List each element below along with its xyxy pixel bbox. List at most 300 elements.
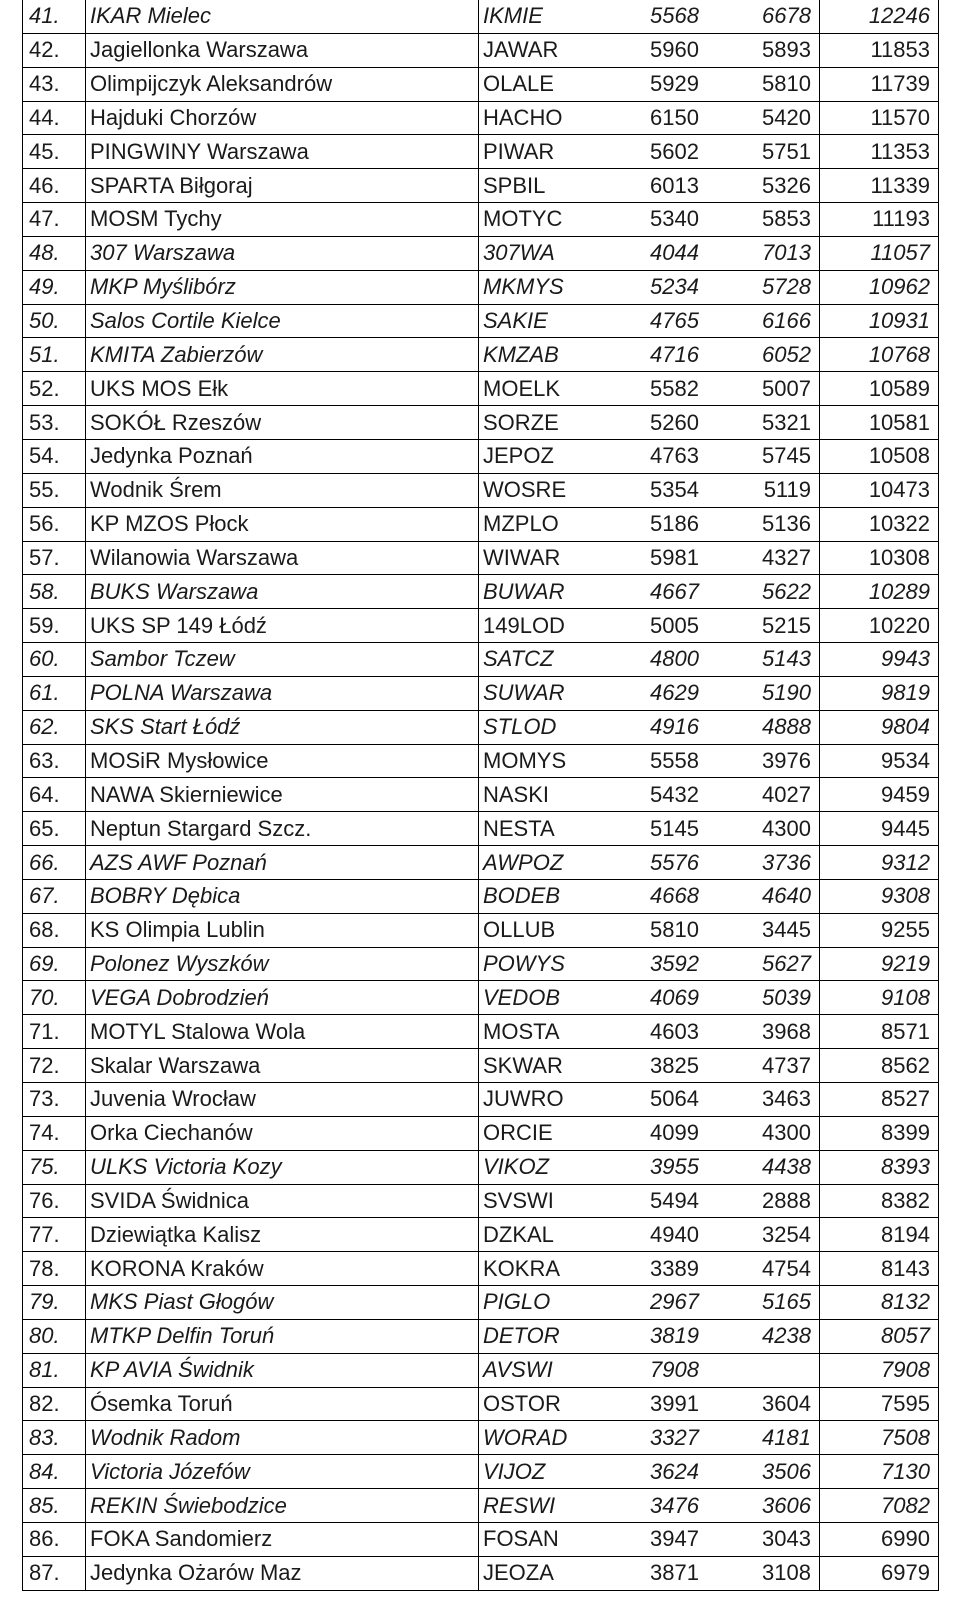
- score-1-cell: 3871: [615, 1556, 703, 1590]
- rank-cell: 69.: [23, 947, 86, 981]
- ranking-table-body: [23, 0, 939, 1590]
- score-1-cell: 5064: [615, 1083, 703, 1117]
- score-2-cell: 5136: [703, 507, 820, 541]
- club-name-cell: Jedynka Poznań: [86, 439, 479, 473]
- score-1-cell: 5568: [615, 0, 703, 33]
- club-code-cell: MKMYS: [479, 270, 616, 304]
- score-2-cell: 5420: [703, 101, 820, 135]
- total-cell: 9255: [820, 913, 939, 947]
- table-row: [23, 609, 939, 643]
- club-code-cell: NESTA: [479, 812, 616, 846]
- score-1-cell: 4916: [615, 710, 703, 744]
- club-name-cell: Wodnik Śrem: [86, 473, 479, 507]
- table-row: [23, 1184, 939, 1218]
- club-code-cell: MOMYS: [479, 744, 616, 778]
- score-2-cell: 5119: [703, 473, 820, 507]
- total-cell: 7508: [820, 1421, 939, 1455]
- club-code-cell: DETOR: [479, 1319, 616, 1353]
- rank-cell: 71.: [23, 1015, 86, 1049]
- table-row: [23, 1421, 939, 1455]
- table-row: [23, 1218, 939, 1252]
- club-name-cell: Jedynka Ożarów Maz: [86, 1556, 479, 1590]
- table-row: [23, 541, 939, 575]
- table-row: [23, 676, 939, 710]
- rank-cell: 60.: [23, 643, 86, 677]
- table-row: [23, 913, 939, 947]
- club-name-cell: Victoria Józefów: [86, 1455, 479, 1489]
- club-code-cell: OSTOR: [479, 1387, 616, 1421]
- rank-cell: 82.: [23, 1387, 86, 1421]
- club-name-cell: SKS Start Łódź: [86, 710, 479, 744]
- total-cell: 10589: [820, 372, 939, 406]
- total-cell: 11853: [820, 33, 939, 67]
- score-1-cell: 4667: [615, 575, 703, 609]
- score-1-cell: 3819: [615, 1319, 703, 1353]
- score-1-cell: 5582: [615, 372, 703, 406]
- score-1-cell: 5234: [615, 270, 703, 304]
- score-2-cell: 3968: [703, 1015, 820, 1049]
- score-2-cell: 3736: [703, 846, 820, 880]
- score-1-cell: 5186: [615, 507, 703, 541]
- rank-cell: 58.: [23, 575, 86, 609]
- score-2-cell: 4327: [703, 541, 820, 575]
- table-row: [23, 947, 939, 981]
- score-1-cell: 5494: [615, 1184, 703, 1218]
- score-2-cell: 3976: [703, 744, 820, 778]
- total-cell: 9459: [820, 778, 939, 812]
- club-name-cell: BUKS Warszawa: [86, 575, 479, 609]
- club-name-cell: SVIDA Świdnica: [86, 1184, 479, 1218]
- score-1-cell: 3592: [615, 947, 703, 981]
- club-name-cell: MTKP Delfin Toruń: [86, 1319, 479, 1353]
- rank-cell: 79.: [23, 1286, 86, 1320]
- rank-cell: 80.: [23, 1319, 86, 1353]
- score-1-cell: 5558: [615, 744, 703, 778]
- club-name-cell: BOBRY Dębica: [86, 879, 479, 913]
- table-row: [23, 643, 939, 677]
- score-2-cell: 4300: [703, 812, 820, 846]
- total-cell: 8143: [820, 1252, 939, 1286]
- club-code-cell: ORCIE: [479, 1116, 616, 1150]
- score-2-cell: [703, 1353, 820, 1387]
- club-code-cell: OLLUB: [479, 913, 616, 947]
- score-2-cell: 3606: [703, 1489, 820, 1523]
- table-row: [23, 1387, 939, 1421]
- club-name-cell: MKP Myślibórz: [86, 270, 479, 304]
- score-2-cell: 3043: [703, 1522, 820, 1556]
- table-row: [23, 406, 939, 440]
- club-code-cell: 307WA: [479, 236, 616, 270]
- club-code-cell: HACHO: [479, 101, 616, 135]
- score-1-cell: 5929: [615, 67, 703, 101]
- score-1-cell: 5602: [615, 135, 703, 169]
- score-1-cell: 3955: [615, 1150, 703, 1184]
- total-cell: 11353: [820, 135, 939, 169]
- total-cell: 11570: [820, 101, 939, 135]
- club-name-cell: Polonez Wyszków: [86, 947, 479, 981]
- score-2-cell: 3506: [703, 1455, 820, 1489]
- total-cell: 10473: [820, 473, 939, 507]
- score-2-cell: 4027: [703, 778, 820, 812]
- table-row: [23, 812, 939, 846]
- rank-cell: 75.: [23, 1150, 86, 1184]
- rank-cell: 76.: [23, 1184, 86, 1218]
- total-cell: 10768: [820, 338, 939, 372]
- total-cell: 10289: [820, 575, 939, 609]
- club-name-cell: Dziewiątka Kalisz: [86, 1218, 479, 1252]
- score-1-cell: 4668: [615, 879, 703, 913]
- rank-cell: 81.: [23, 1353, 86, 1387]
- total-cell: 9534: [820, 744, 939, 778]
- rank-cell: 84.: [23, 1455, 86, 1489]
- club-code-cell: 149LOD: [479, 609, 616, 643]
- club-name-cell: Wodnik Radom: [86, 1421, 479, 1455]
- rank-cell: 74.: [23, 1116, 86, 1150]
- score-2-cell: 3254: [703, 1218, 820, 1252]
- table-row: [23, 33, 939, 67]
- score-2-cell: 4754: [703, 1252, 820, 1286]
- table-row: [23, 1015, 939, 1049]
- score-2-cell: 5039: [703, 981, 820, 1015]
- club-code-cell: SUWAR: [479, 676, 616, 710]
- total-cell: 11739: [820, 67, 939, 101]
- total-cell: 7130: [820, 1455, 939, 1489]
- score-1-cell: 4069: [615, 981, 703, 1015]
- club-name-cell: PINGWINY Warszawa: [86, 135, 479, 169]
- table-row: [23, 1150, 939, 1184]
- total-cell: 8527: [820, 1083, 939, 1117]
- total-cell: 10581: [820, 406, 939, 440]
- club-code-cell: KMZAB: [479, 338, 616, 372]
- club-name-cell: Olimpijczyk Aleksandrów: [86, 67, 479, 101]
- club-code-cell: AWPOZ: [479, 846, 616, 880]
- table-row: [23, 846, 939, 880]
- table-row: [23, 710, 939, 744]
- total-cell: 7595: [820, 1387, 939, 1421]
- total-cell: 12246: [820, 0, 939, 33]
- ranking-table: [22, 0, 939, 1591]
- score-2-cell: 5190: [703, 676, 820, 710]
- total-cell: 9445: [820, 812, 939, 846]
- total-cell: 6979: [820, 1556, 939, 1590]
- club-code-cell: PIGLO: [479, 1286, 616, 1320]
- club-code-cell: WORAD: [479, 1421, 616, 1455]
- table-row: [23, 304, 939, 338]
- score-1-cell: 5576: [615, 846, 703, 880]
- club-code-cell: WOSRE: [479, 473, 616, 507]
- rank-cell: 87.: [23, 1556, 86, 1590]
- score-1-cell: 5354: [615, 473, 703, 507]
- score-2-cell: 5215: [703, 609, 820, 643]
- score-2-cell: 4181: [703, 1421, 820, 1455]
- rank-cell: 77.: [23, 1218, 86, 1252]
- club-name-cell: Juvenia Wrocław: [86, 1083, 479, 1117]
- score-2-cell: 3463: [703, 1083, 820, 1117]
- score-1-cell: 7908: [615, 1353, 703, 1387]
- table-row: [23, 981, 939, 1015]
- club-name-cell: KP AVIA Świdnik: [86, 1353, 479, 1387]
- total-cell: 11193: [820, 203, 939, 237]
- rank-cell: 47.: [23, 203, 86, 237]
- score-2-cell: 6052: [703, 338, 820, 372]
- club-code-cell: MZPLO: [479, 507, 616, 541]
- table-row: [23, 1489, 939, 1523]
- table-row: [23, 778, 939, 812]
- table-row: [23, 1049, 939, 1083]
- score-1-cell: 4716: [615, 338, 703, 372]
- rank-cell: 45.: [23, 135, 86, 169]
- club-code-cell: IKMIE: [479, 0, 616, 33]
- club-code-cell: SORZE: [479, 406, 616, 440]
- table-row: [23, 372, 939, 406]
- table-row: [23, 1083, 939, 1117]
- rank-cell: 70.: [23, 981, 86, 1015]
- club-code-cell: SPBIL: [479, 169, 616, 203]
- table-row: [23, 473, 939, 507]
- table-row: [23, 135, 939, 169]
- rank-cell: 62.: [23, 710, 86, 744]
- club-code-cell: AVSWI: [479, 1353, 616, 1387]
- table-row: [23, 1522, 939, 1556]
- score-2-cell: 4888: [703, 710, 820, 744]
- rank-cell: 43.: [23, 67, 86, 101]
- rank-cell: 78.: [23, 1252, 86, 1286]
- score-2-cell: 4300: [703, 1116, 820, 1150]
- total-cell: 6990: [820, 1522, 939, 1556]
- score-1-cell: 3624: [615, 1455, 703, 1489]
- club-code-cell: WIWAR: [479, 541, 616, 575]
- club-code-cell: OLALE: [479, 67, 616, 101]
- club-name-cell: Hajduki Chorzów: [86, 101, 479, 135]
- club-code-cell: STLOD: [479, 710, 616, 744]
- total-cell: 8562: [820, 1049, 939, 1083]
- score-2-cell: 5326: [703, 169, 820, 203]
- club-name-cell: UKS MOS Ełk: [86, 372, 479, 406]
- club-code-cell: RESWI: [479, 1489, 616, 1523]
- club-name-cell: REKIN Świebodzice: [86, 1489, 479, 1523]
- total-cell: 8382: [820, 1184, 939, 1218]
- club-code-cell: MOSTA: [479, 1015, 616, 1049]
- table-row: [23, 1353, 939, 1387]
- total-cell: 10220: [820, 609, 939, 643]
- score-2-cell: 7013: [703, 236, 820, 270]
- club-code-cell: VEDOB: [479, 981, 616, 1015]
- club-code-cell: SKWAR: [479, 1049, 616, 1083]
- club-name-cell: Neptun Stargard Szcz.: [86, 812, 479, 846]
- score-1-cell: 4763: [615, 439, 703, 473]
- rank-cell: 51.: [23, 338, 86, 372]
- club-code-cell: BODEB: [479, 879, 616, 913]
- club-code-cell: VIKOZ: [479, 1150, 616, 1184]
- total-cell: 9308: [820, 879, 939, 913]
- club-name-cell: FOKA Sandomierz: [86, 1522, 479, 1556]
- table-row: [23, 507, 939, 541]
- total-cell: 9804: [820, 710, 939, 744]
- rank-cell: 65.: [23, 812, 86, 846]
- score-2-cell: 5007: [703, 372, 820, 406]
- club-name-cell: Ósemka Toruń: [86, 1387, 479, 1421]
- rank-cell: 63.: [23, 744, 86, 778]
- rank-cell: 50.: [23, 304, 86, 338]
- club-name-cell: UKS SP 149 Łódź: [86, 609, 479, 643]
- rank-cell: 66.: [23, 846, 86, 880]
- rank-cell: 85.: [23, 1489, 86, 1523]
- score-2-cell: 3445: [703, 913, 820, 947]
- score-1-cell: 5960: [615, 33, 703, 67]
- total-cell: 8057: [820, 1319, 939, 1353]
- rank-cell: 56.: [23, 507, 86, 541]
- rank-cell: 54.: [23, 439, 86, 473]
- score-2-cell: 5853: [703, 203, 820, 237]
- score-1-cell: 4044: [615, 236, 703, 270]
- table-row: [23, 439, 939, 473]
- score-1-cell: 5145: [615, 812, 703, 846]
- score-2-cell: 5893: [703, 33, 820, 67]
- score-1-cell: 3389: [615, 1252, 703, 1286]
- rank-cell: 67.: [23, 879, 86, 913]
- club-name-cell: 307 Warszawa: [86, 236, 479, 270]
- score-2-cell: 6166: [703, 304, 820, 338]
- table-row: [23, 1286, 939, 1320]
- table-row: [23, 1252, 939, 1286]
- total-cell: 8194: [820, 1218, 939, 1252]
- score-2-cell: 4640: [703, 879, 820, 913]
- score-1-cell: 5981: [615, 541, 703, 575]
- score-2-cell: 5728: [703, 270, 820, 304]
- rank-cell: 46.: [23, 169, 86, 203]
- score-1-cell: 3825: [615, 1049, 703, 1083]
- total-cell: 11057: [820, 236, 939, 270]
- club-code-cell: MOELK: [479, 372, 616, 406]
- rank-cell: 73.: [23, 1083, 86, 1117]
- table-row: [23, 575, 939, 609]
- total-cell: 7908: [820, 1353, 939, 1387]
- table-row: [23, 1319, 939, 1353]
- rank-cell: 41.: [23, 0, 86, 33]
- club-code-cell: SVSWI: [479, 1184, 616, 1218]
- club-code-cell: SAKIE: [479, 304, 616, 338]
- rank-cell: 72.: [23, 1049, 86, 1083]
- club-name-cell: KS Olimpia Lublin: [86, 913, 479, 947]
- total-cell: 8132: [820, 1286, 939, 1320]
- score-1-cell: 6150: [615, 101, 703, 135]
- table-row: [23, 0, 939, 33]
- club-code-cell: DZKAL: [479, 1218, 616, 1252]
- total-cell: 9943: [820, 643, 939, 677]
- rank-cell: 52.: [23, 372, 86, 406]
- rank-cell: 86.: [23, 1522, 86, 1556]
- club-code-cell: POWYS: [479, 947, 616, 981]
- rank-cell: 68.: [23, 913, 86, 947]
- score-2-cell: 5143: [703, 643, 820, 677]
- score-1-cell: 3327: [615, 1421, 703, 1455]
- rank-cell: 57.: [23, 541, 86, 575]
- club-name-cell: MKS Piast Głogów: [86, 1286, 479, 1320]
- score-1-cell: 3947: [615, 1522, 703, 1556]
- club-name-cell: SPARTA Biłgoraj: [86, 169, 479, 203]
- rank-cell: 42.: [23, 33, 86, 67]
- club-code-cell: KOKRA: [479, 1252, 616, 1286]
- total-cell: 7082: [820, 1489, 939, 1523]
- score-1-cell: 5260: [615, 406, 703, 440]
- club-code-cell: BUWAR: [479, 575, 616, 609]
- club-name-cell: Sambor Tczew: [86, 643, 479, 677]
- club-name-cell: NAWA Skierniewice: [86, 778, 479, 812]
- score-2-cell: 5321: [703, 406, 820, 440]
- club-code-cell: PIWAR: [479, 135, 616, 169]
- table-row: [23, 236, 939, 270]
- table-row: [23, 203, 939, 237]
- rank-cell: 44.: [23, 101, 86, 135]
- score-2-cell: 5810: [703, 67, 820, 101]
- total-cell: 10308: [820, 541, 939, 575]
- score-2-cell: 6678: [703, 0, 820, 33]
- club-name-cell: ULKS Victoria Kozy: [86, 1150, 479, 1184]
- table-row: [23, 338, 939, 372]
- table-row: [23, 101, 939, 135]
- total-cell: 10322: [820, 507, 939, 541]
- score-1-cell: 5432: [615, 778, 703, 812]
- club-name-cell: SOKÓŁ Rzeszów: [86, 406, 479, 440]
- score-2-cell: 3604: [703, 1387, 820, 1421]
- score-1-cell: 4765: [615, 304, 703, 338]
- rank-cell: 49.: [23, 270, 86, 304]
- club-name-cell: Skalar Warszawa: [86, 1049, 479, 1083]
- score-2-cell: 5627: [703, 947, 820, 981]
- rank-cell: 61.: [23, 676, 86, 710]
- club-code-cell: JAWAR: [479, 33, 616, 67]
- club-name-cell: Jagiellonka Warszawa: [86, 33, 479, 67]
- total-cell: 8399: [820, 1116, 939, 1150]
- club-name-cell: KORONA Kraków: [86, 1252, 479, 1286]
- score-1-cell: 5810: [615, 913, 703, 947]
- total-cell: 8571: [820, 1015, 939, 1049]
- score-1-cell: 4099: [615, 1116, 703, 1150]
- club-name-cell: AZS AWF Poznań: [86, 846, 479, 880]
- club-name-cell: MOSM Tychy: [86, 203, 479, 237]
- club-name-cell: Wilanowia Warszawa: [86, 541, 479, 575]
- total-cell: 10508: [820, 439, 939, 473]
- club-name-cell: MOSiR Mysłowice: [86, 744, 479, 778]
- total-cell: 9819: [820, 676, 939, 710]
- club-name-cell: IKAR Mielec: [86, 0, 479, 33]
- score-2-cell: 5165: [703, 1286, 820, 1320]
- score-1-cell: 4629: [615, 676, 703, 710]
- table-row: [23, 169, 939, 203]
- total-cell: 11339: [820, 169, 939, 203]
- score-2-cell: 4737: [703, 1049, 820, 1083]
- table-row: [23, 879, 939, 913]
- table-row: [23, 270, 939, 304]
- club-code-cell: NASKI: [479, 778, 616, 812]
- score-2-cell: 4438: [703, 1150, 820, 1184]
- table-row: [23, 1556, 939, 1590]
- club-name-cell: POLNA Warszawa: [86, 676, 479, 710]
- club-name-cell: VEGA Dobrodzień: [86, 981, 479, 1015]
- club-code-cell: JUWRO: [479, 1083, 616, 1117]
- score-1-cell: 4940: [615, 1218, 703, 1252]
- club-name-cell: MOTYL Stalowa Wola: [86, 1015, 479, 1049]
- club-code-cell: FOSAN: [479, 1522, 616, 1556]
- score-1-cell: 5005: [615, 609, 703, 643]
- club-code-cell: VIJOZ: [479, 1455, 616, 1489]
- total-cell: 9219: [820, 947, 939, 981]
- score-1-cell: 4603: [615, 1015, 703, 1049]
- score-1-cell: 3476: [615, 1489, 703, 1523]
- score-2-cell: 5751: [703, 135, 820, 169]
- score-1-cell: 6013: [615, 169, 703, 203]
- table-row: [23, 1455, 939, 1489]
